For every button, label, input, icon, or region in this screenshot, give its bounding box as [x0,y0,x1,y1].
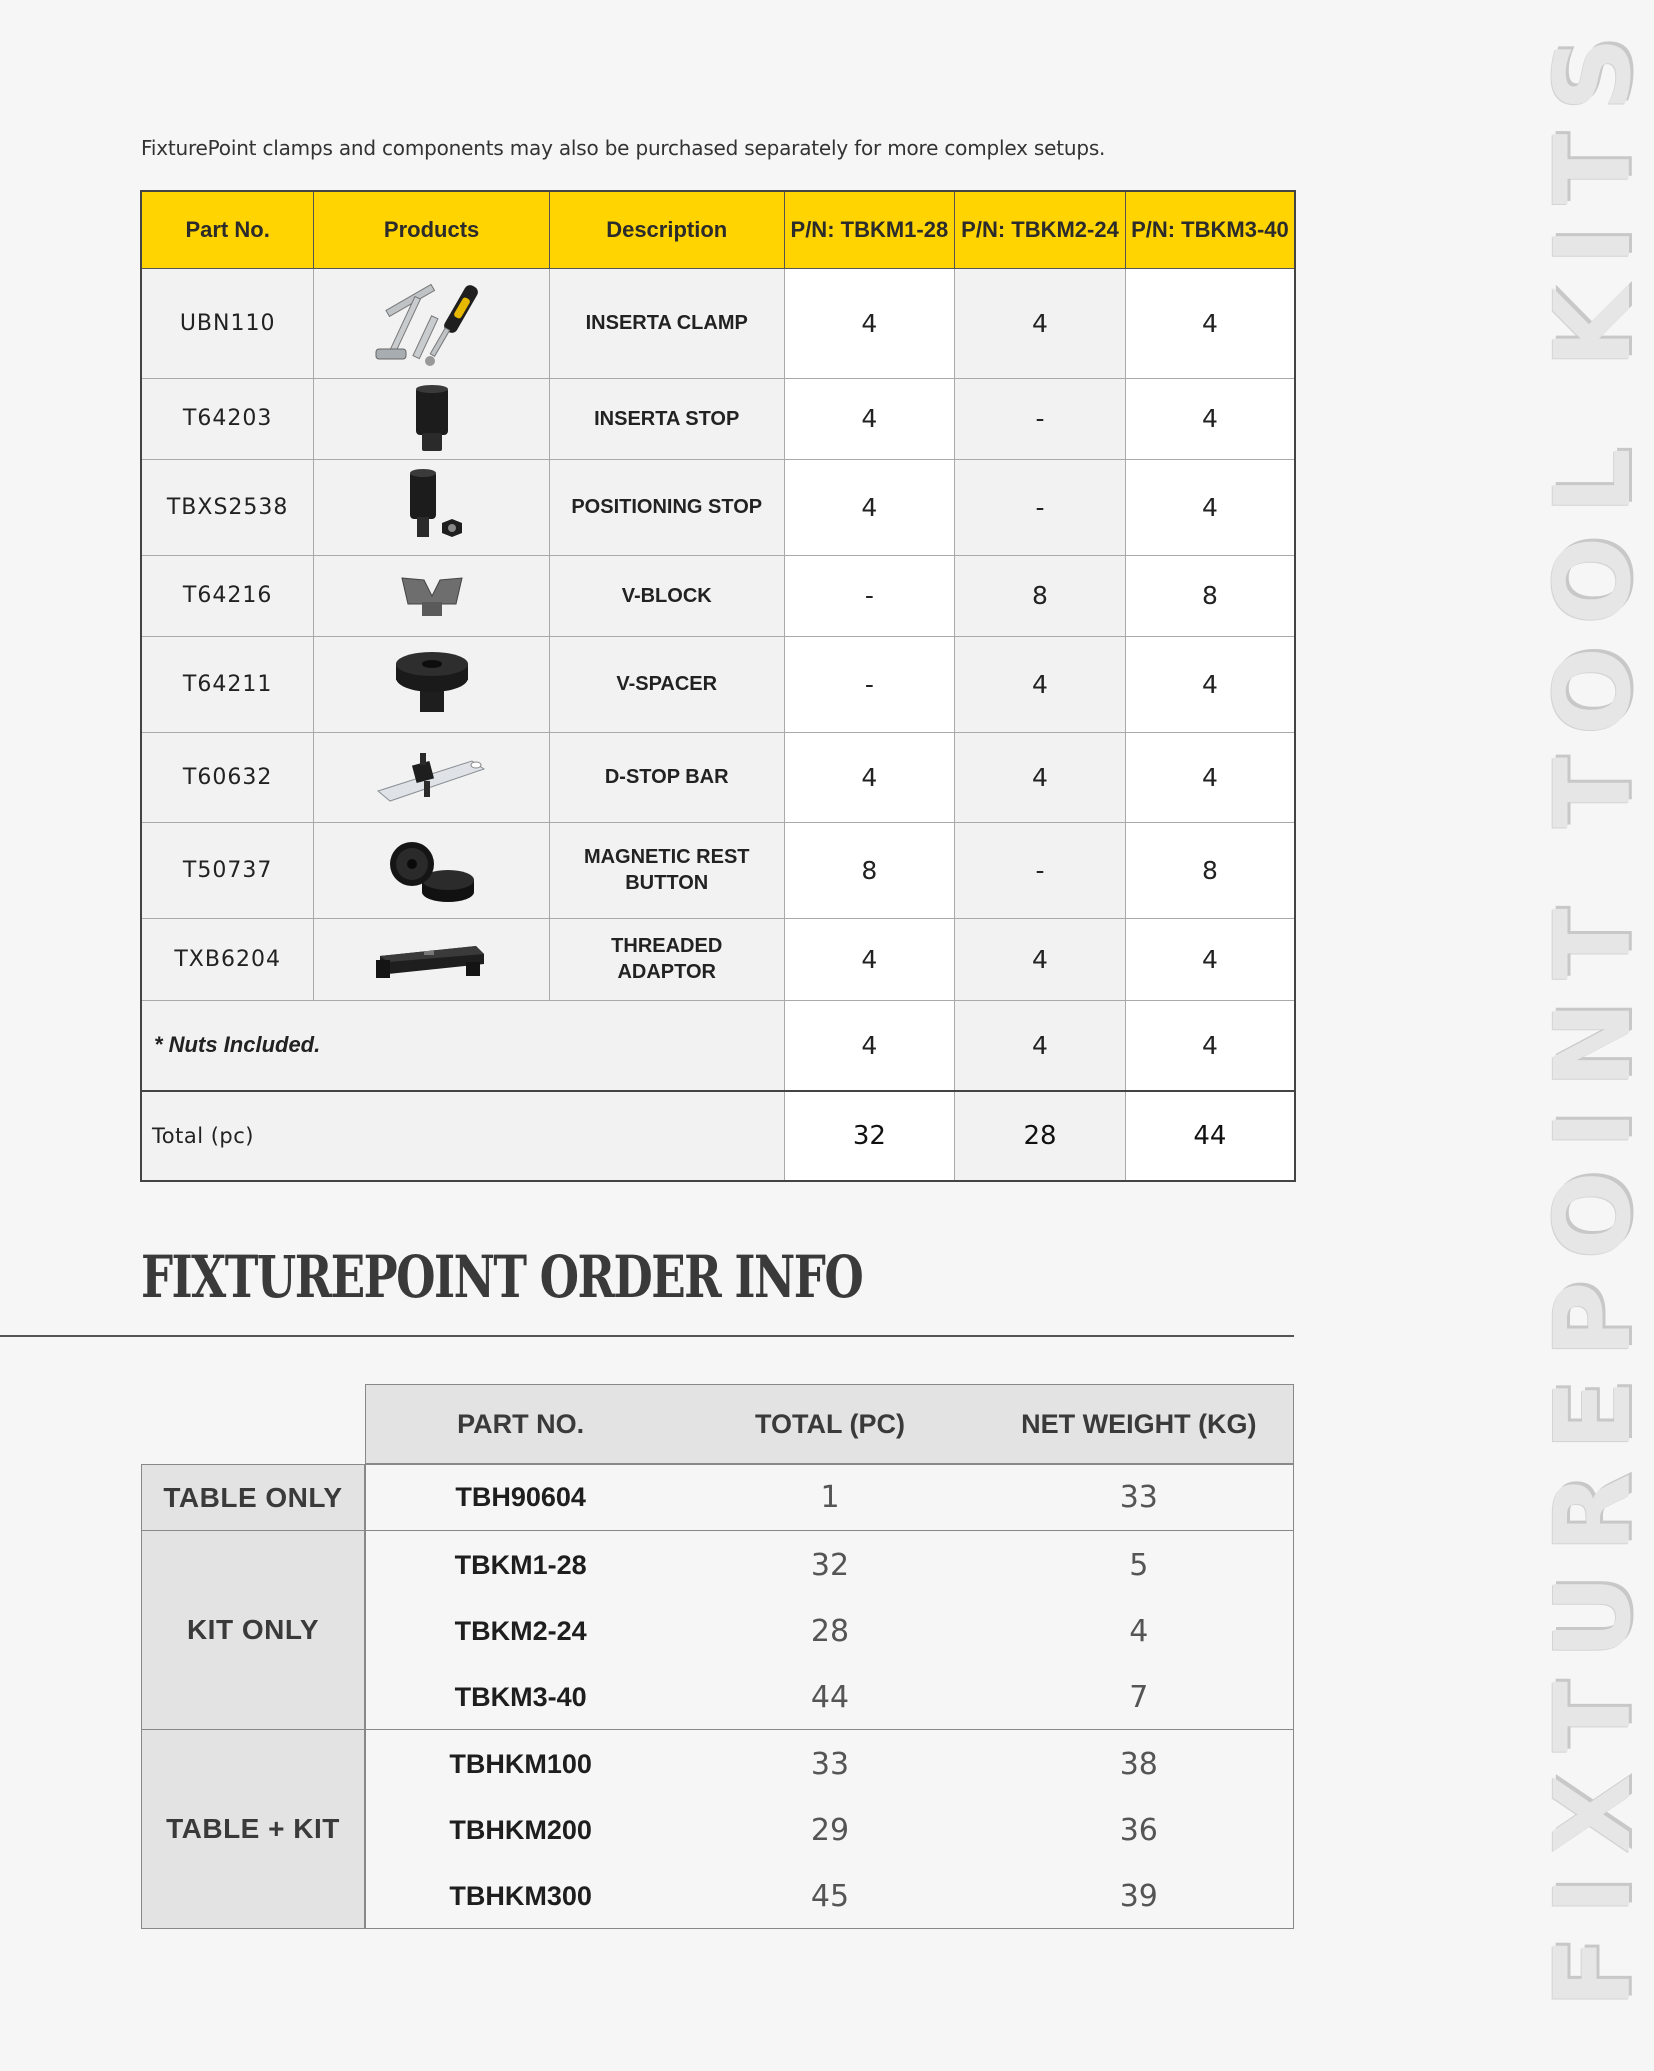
description-line-1: MAGNETIC REST [583,846,750,868]
product-image [314,459,550,555]
order-total: 44 [810,1679,850,1715]
order-part-no: TBKM1-28 [454,1549,587,1580]
side-title: FIXTUREPOINT TOOL KITS [1532,14,1654,2008]
part-number: T50737 [141,822,314,918]
qty-tbkm1-28: 4 [784,732,955,822]
order-total: 32 [810,1547,850,1583]
qty-tbkm2-24: - [955,378,1126,459]
total-tbkm2-24: 28 [955,1091,1126,1181]
product-image [314,822,550,918]
qty-tbkm3-40: 4 [1125,732,1295,822]
header-tbkm2-24: P/N: TBKM2-24 [955,191,1126,268]
description: D-STOP BAR [549,732,784,822]
table-row [366,1797,1293,1863]
order-total: 1 [820,1480,840,1515]
qty-tbkm1-28: 4 [784,1000,955,1091]
qty-tbkm2-24: 4 [955,636,1126,732]
order-table-header [365,1384,1294,1464]
qty-tbkm2-24: 4 [955,268,1126,378]
table-row [141,918,1295,1000]
order-part-no: TBKM2-24 [454,1615,587,1646]
order-weight: 39 [1119,1878,1158,1914]
v-block-icon [396,568,468,624]
order-total: 33 [810,1746,850,1782]
product-image [314,918,550,1000]
qty-tbkm3-40: 4 [1125,459,1295,555]
order-total: 45 [810,1878,850,1914]
description: POSITIONING STOP [549,459,784,555]
qty-tbkm2-24: - [955,459,1126,555]
order-weight: 33 [1119,1480,1158,1515]
part-number: T64211 [141,636,314,732]
threaded-adaptor-icon [372,934,492,984]
table-row [141,378,1295,459]
description: INSERTA CLAMP [549,268,784,378]
group-label-table-kit: TABLE + KIT [141,1729,365,1929]
order-part-no: TBHKM200 [449,1814,592,1845]
d-stop-bar-icon [372,741,492,813]
header-description: Description [549,191,784,268]
table-row [141,555,1295,636]
table-row [141,268,1295,378]
product-image [314,732,550,822]
product-image [314,268,550,378]
table-row [141,732,1295,822]
kit-table-header-row [141,191,1295,268]
order-weight: 36 [1119,1812,1158,1848]
product-image [314,378,550,459]
qty-tbkm3-40: 4 [1125,636,1295,732]
header-products: Products [314,191,550,268]
qty-tbkm3-40: 4 [1125,1000,1295,1091]
qty-tbkm1-28: 4 [784,459,955,555]
qty-tbkm2-24: 4 [955,918,1126,1000]
table-row [366,1664,1293,1730]
qty-tbkm1-28: - [784,555,955,636]
order-weight: 5 [1129,1547,1149,1583]
table-row [141,459,1295,555]
qty-tbkm1-28: 4 [784,918,955,1000]
part-number: UBN110 [141,268,314,378]
description: V-BLOCK [549,555,784,636]
part-number: TBXS2538 [141,459,314,555]
magnetic-button-icon [384,830,480,910]
qty-tbkm1-28: 8 [784,822,955,918]
table-row [366,1731,1293,1797]
qty-tbkm2-24: - [955,822,1126,918]
qty-tbkm3-40: 8 [1125,555,1295,636]
header-part-no: Part No. [141,191,314,268]
group-rows-kit-only [365,1530,1294,1730]
qty-tbkm1-28: 4 [784,378,955,459]
intro-text: FixturePoint clamps and components may also be purchased separately for more complex setups. [141,136,1106,160]
header-net-weight: NET WEIGHT (KG) [1021,1408,1257,1439]
qty-tbkm2-24: 4 [955,1000,1126,1091]
product-image [314,555,550,636]
qty-tbkm3-40: 4 [1125,378,1295,459]
total-row [141,1091,1295,1181]
total-tbkm3-40: 44 [1125,1091,1295,1181]
order-weight: 7 [1129,1679,1149,1715]
header-tbkm3-40: P/N: TBKM3-40 [1125,191,1295,268]
part-number: T60632 [141,732,314,822]
order-part-no: TBHKM100 [449,1748,592,1779]
order-part-no: TBKM3-40 [454,1681,587,1712]
qty-tbkm1-28: - [784,636,955,732]
section-divider [0,1335,1294,1337]
order-total: 29 [810,1812,850,1848]
part-number: T64203 [141,378,314,459]
nuts-included-note: * Nuts Included. [141,1000,784,1091]
positioning-stop-icon [392,467,472,547]
total-tbkm1-28: 32 [784,1091,955,1181]
group-rows-table-only [365,1464,1294,1531]
v-spacer-icon [390,648,474,720]
order-part-no: TBH90604 [455,1482,586,1512]
part-number: T64216 [141,555,314,636]
order-weight: 38 [1119,1746,1158,1782]
group-label-table-only: TABLE ONLY [141,1464,365,1531]
table-row [366,1598,1293,1664]
description: THREADED ADAPTOR [549,918,784,1000]
qty-tbkm3-40: 4 [1125,918,1295,1000]
description [549,822,784,918]
table-row [366,1532,1293,1598]
nuts-row [141,1000,1295,1091]
stop-cylinder-icon [402,383,462,455]
order-weight: 4 [1129,1613,1149,1649]
order-total: 28 [810,1613,850,1649]
table-row [141,636,1295,732]
part-number: TXB6204 [141,918,314,1000]
order-part-no: TBHKM300 [449,1880,592,1911]
product-image [314,636,550,732]
qty-tbkm2-24: 4 [955,732,1126,822]
qty-tbkm1-28: 4 [784,268,955,378]
description: INSERTA STOP [549,378,784,459]
order-info-title: FIXTUREPOINT ORDER INFO [141,1243,863,1311]
clamp-icon [362,275,502,371]
table-row [141,822,1295,918]
total-label: Total (pc) [141,1091,784,1181]
kit-contents-table [140,190,1296,1182]
table-row [366,1863,1293,1929]
qty-tbkm3-40: 8 [1125,822,1295,918]
description-line-2: BUTTON [625,872,709,894]
qty-tbkm2-24: 8 [955,555,1126,636]
header-total-pc: TOTAL (PC) [754,1408,905,1439]
group-label-kit-only: KIT ONLY [141,1530,365,1730]
qty-tbkm3-40: 4 [1125,268,1295,378]
header-tbkm1-28: P/N: TBKM1-28 [784,191,955,268]
header-part-no: PART NO. [457,1408,585,1439]
table-row [366,1465,1293,1530]
group-rows-table-kit [365,1729,1294,1929]
description: V-SPACER [549,636,784,732]
